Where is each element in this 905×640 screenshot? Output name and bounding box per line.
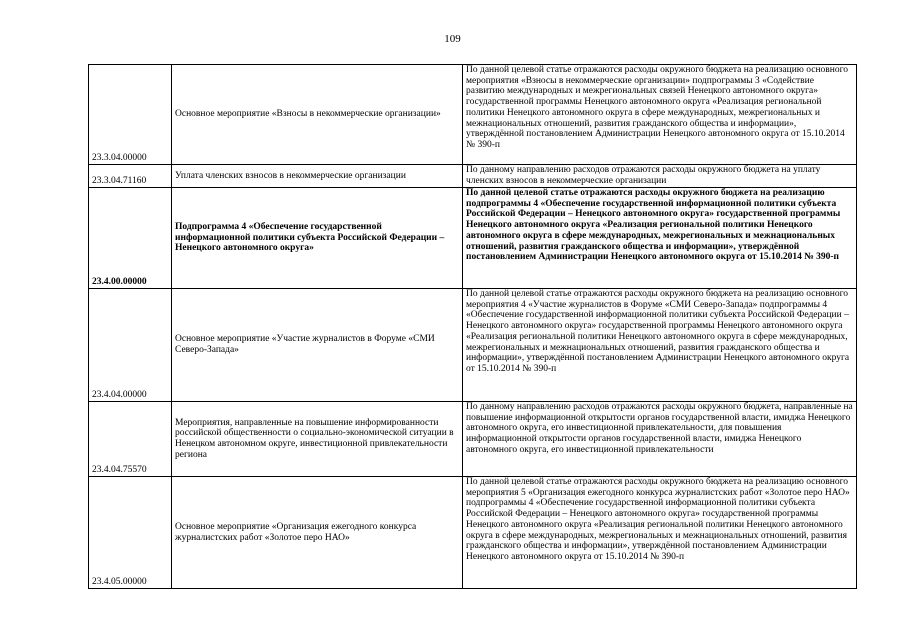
row-name: Основное мероприятие «Участие журналистов в Форуме «СМИ Северо-Запада» [172,289,463,402]
table-row [89,289,857,402]
table-row [89,188,857,289]
row-code: 23.3.04.00000 [89,65,172,165]
table-row [89,165,857,188]
row-description: По данной целевой статье отражаются расходы окружного бюджета на реализацию основного мероприятия «Взносы в некоммерческие организации» подпрограммы 3 «Содействие развитию международных и межрегиональных связей Ненецкого автономного округа» государственной программы Ненецкого автономного округа «Реализация региональной политики Ненецкого автономного округа в сфере международных, межрегиональных и межнациональных отношений, развития гражданского общества и информации», утверждённой постановлением Администрации Ненецкого автономного округа от 15.10.2014 № 390-п [463,65,857,165]
row-code: 23.4.00.00000 [89,188,172,289]
row-name: Уплата членских взносов в некоммерческие организации [172,165,463,188]
table-row [89,65,857,165]
row-name: Мероприятия, направленные на повышение информированности российской общественности о социально-экономической ситуации в Ненецком автономном округе, инвестиционной привлекательности региона [172,402,463,477]
row-description: По данному направлению расходов отражаются расходы окружного бюджета, направленные на повышение информационной открытости органов государственной власти, имиджа Ненецкого автономного округа, его инвестиционной привлекательности, для повышения информационной открытости органов государственной власти, имиджа Ненецкого автономного округа, его инвестиционной привлекательности [463,402,857,477]
row-description: По данному направлению расходов отражаются расходы окружного бюджета на уплату членских взносов в некоммерческие организации [463,165,857,188]
budget-classification-table [88,64,857,589]
row-description: По данной целевой статье отражаются расходы окружного бюджета на реализацию основного мероприятия 4 «Участие журналистов в Форуме «СМИ Северо-Запада» подпрограммы 4 «Обеспечение государственной информационной политики субъекта Российской Федерации – Ненецкого автономного округа» государственной программы Ненецкого автономного округа «Реализация региональной политики Ненецкого автономного округа в сфере международных, межрегиональных и межнациональных отношений, развития гражданского общества и информации», утверждённой постановлением Администрации Ненецкого автономного округа от 15.10.2014 № 390-п [463,289,857,402]
row-name: Подпрограмма 4 «Обеспечение государственной информационной политики субъекта Российской Федерации – Ненецкого автономного округа» [172,188,463,289]
page-number: 109 [444,33,461,45]
row-name: Основное мероприятие «Взносы в некоммерческие организации» [172,65,463,165]
row-code: 23.4.04.75570 [89,402,172,477]
row-name: Основное мероприятие «Организация ежегодного конкурса журналистских работ «Золотое перо НАО» [172,477,463,589]
row-code: 23.4.05.00000 [89,477,172,589]
row-description: По данной целевой статье отражаются расходы окружного бюджета на реализацию основного мероприятия 5 «Организация ежегодного конкурса журналистских работ «Золотое перо НАО» подпрограммы 4 «Обеспечение государственной информационной политики субъекта Российской Федерации – Ненецкого автономного округа» государственной программы Ненецкого автономного округа «Реализация региональной политики Ненецкого автономного округа в сфере международных, межрегиональных и межнациональных отношений, развития гражданского общества и информации», утверждённой постановлением Администрации Ненецкого автономного округа от 15.10.2014 № 390-п [463,477,857,589]
row-code: 23.4.04.00000 [89,289,172,402]
table-row [89,477,857,589]
row-code: 23.3.04.71160 [89,165,172,188]
table-row [89,402,857,477]
row-description: По данной целевой статье отражаются расходы окружного бюджета на реализацию подпрограммы 4 «Обеспечение государственной информационной политики субъекта Российской Федерации – Ненецкого автономного округа» государственной программы Ненецкого автономного округа «Реализация региональной политики Ненецкого автономного округа в сфере международных, межрегиональных и межнациональных отношений, развития гражданского общества и информации», утверждённой постановлением Администрации Ненецкого автономного округа от 15.10.2014 № 390-п [463,188,857,289]
